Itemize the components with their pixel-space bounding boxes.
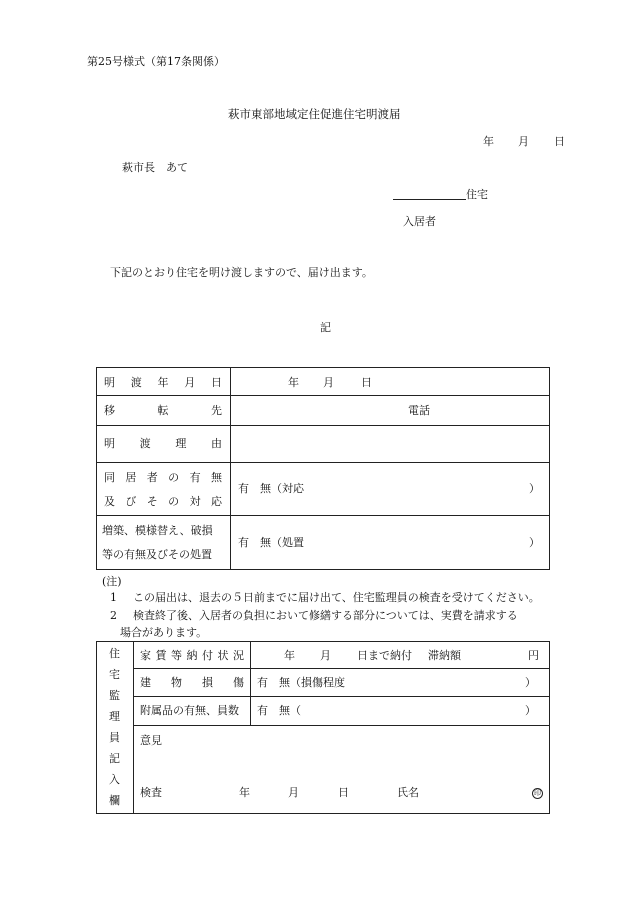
cohabitant-close-paren: ）: [529, 482, 540, 495]
rent-year: 年: [284, 649, 295, 662]
note1-text: この届出は、退去の５日前までに届け出て、住宅監理員の検査を受けてください。: [133, 591, 540, 604]
fixtures-value: 有 無（: [257, 704, 301, 717]
note2-text: 検査終了後、入居者の負担において修繕する部分については、実費を請求する: [133, 609, 518, 622]
move-out-year: 年: [288, 376, 299, 389]
destination-phone-label: 電話: [408, 404, 430, 417]
move-out-month: 月: [323, 376, 334, 389]
note2-continued: 場合があります。: [120, 626, 208, 639]
alteration-label-line2: 等の有無及びその処置: [102, 548, 212, 561]
notes-header: (注): [102, 575, 122, 588]
alteration-label-line1: 増築、模様替え、破損: [102, 524, 213, 537]
cohabitant-label-line2: 及 び そ の 対 応: [104, 495, 222, 508]
cohabitant-value: 有 無（対応: [238, 482, 304, 495]
inspection-month: 月: [288, 786, 299, 799]
document-title: 萩市東部地域定住促進住宅明渡届: [228, 107, 401, 121]
ki-heading: 記: [320, 321, 331, 334]
side-char: 記: [109, 752, 120, 765]
rent-yen: 円: [528, 649, 539, 662]
cohabitant-label-line1: 同 居 者 の 有 無: [104, 471, 222, 484]
alteration-value: 有 無（処置: [238, 536, 304, 549]
rent-arrears-label: 滞納額: [428, 649, 461, 662]
date-day-label: 日: [554, 135, 565, 148]
fixtures-label: 附属品の有無、員数: [140, 704, 239, 717]
alteration-close-paren: ）: [529, 536, 540, 549]
side-char: 員: [109, 731, 120, 744]
side-char: 入: [109, 773, 120, 786]
opinion-label: 意見: [140, 734, 162, 747]
building-damage-value: 有 無（損傷程度: [257, 676, 345, 689]
note1-number: 1: [110, 591, 117, 604]
resident-label: 入居者: [403, 215, 436, 228]
rent-paid-until: 日まで納付: [357, 649, 412, 662]
form-number: 第25号様式（第17条関係）: [87, 55, 225, 68]
inspection-year: 年: [239, 786, 250, 799]
inspector-name-label: 氏名: [397, 786, 419, 799]
building-damage-label: 建 物 損 傷: [140, 676, 244, 689]
housing-suffix: 住宅: [466, 188, 488, 201]
side-char: 欄: [109, 794, 120, 807]
seal-icon: 印: [534, 789, 541, 797]
rent-month: 月: [320, 649, 331, 662]
side-char: 住: [109, 647, 120, 660]
intro-text: 下記のとおり住宅を明け渡しますので、届け出ます。: [110, 266, 373, 279]
rent-payment-status-label: 家 賃 等 納 付 状 況: [140, 649, 244, 662]
destination-label: 移 転 先: [104, 404, 222, 417]
fixtures-close: ）: [525, 704, 536, 717]
side-char: 理: [109, 710, 120, 723]
move-out-day: 日: [361, 376, 372, 389]
side-char: 宅: [109, 668, 120, 681]
inspection-day: 日: [338, 786, 349, 799]
inspection-label: 検査: [140, 786, 162, 799]
side-char: 監: [109, 689, 120, 702]
housing-name-blank-line: [393, 199, 466, 200]
note2-number: 2: [110, 609, 117, 622]
move-out-date-label: 明 渡 年 月 日: [104, 376, 222, 389]
date-year-label: 年: [483, 135, 494, 148]
addressee: 萩市長 あて: [122, 161, 188, 174]
date-month-label: 月: [518, 135, 529, 148]
building-damage-close: ）: [525, 676, 536, 689]
move-out-reason-label: 明 渡 理 由: [104, 437, 222, 450]
